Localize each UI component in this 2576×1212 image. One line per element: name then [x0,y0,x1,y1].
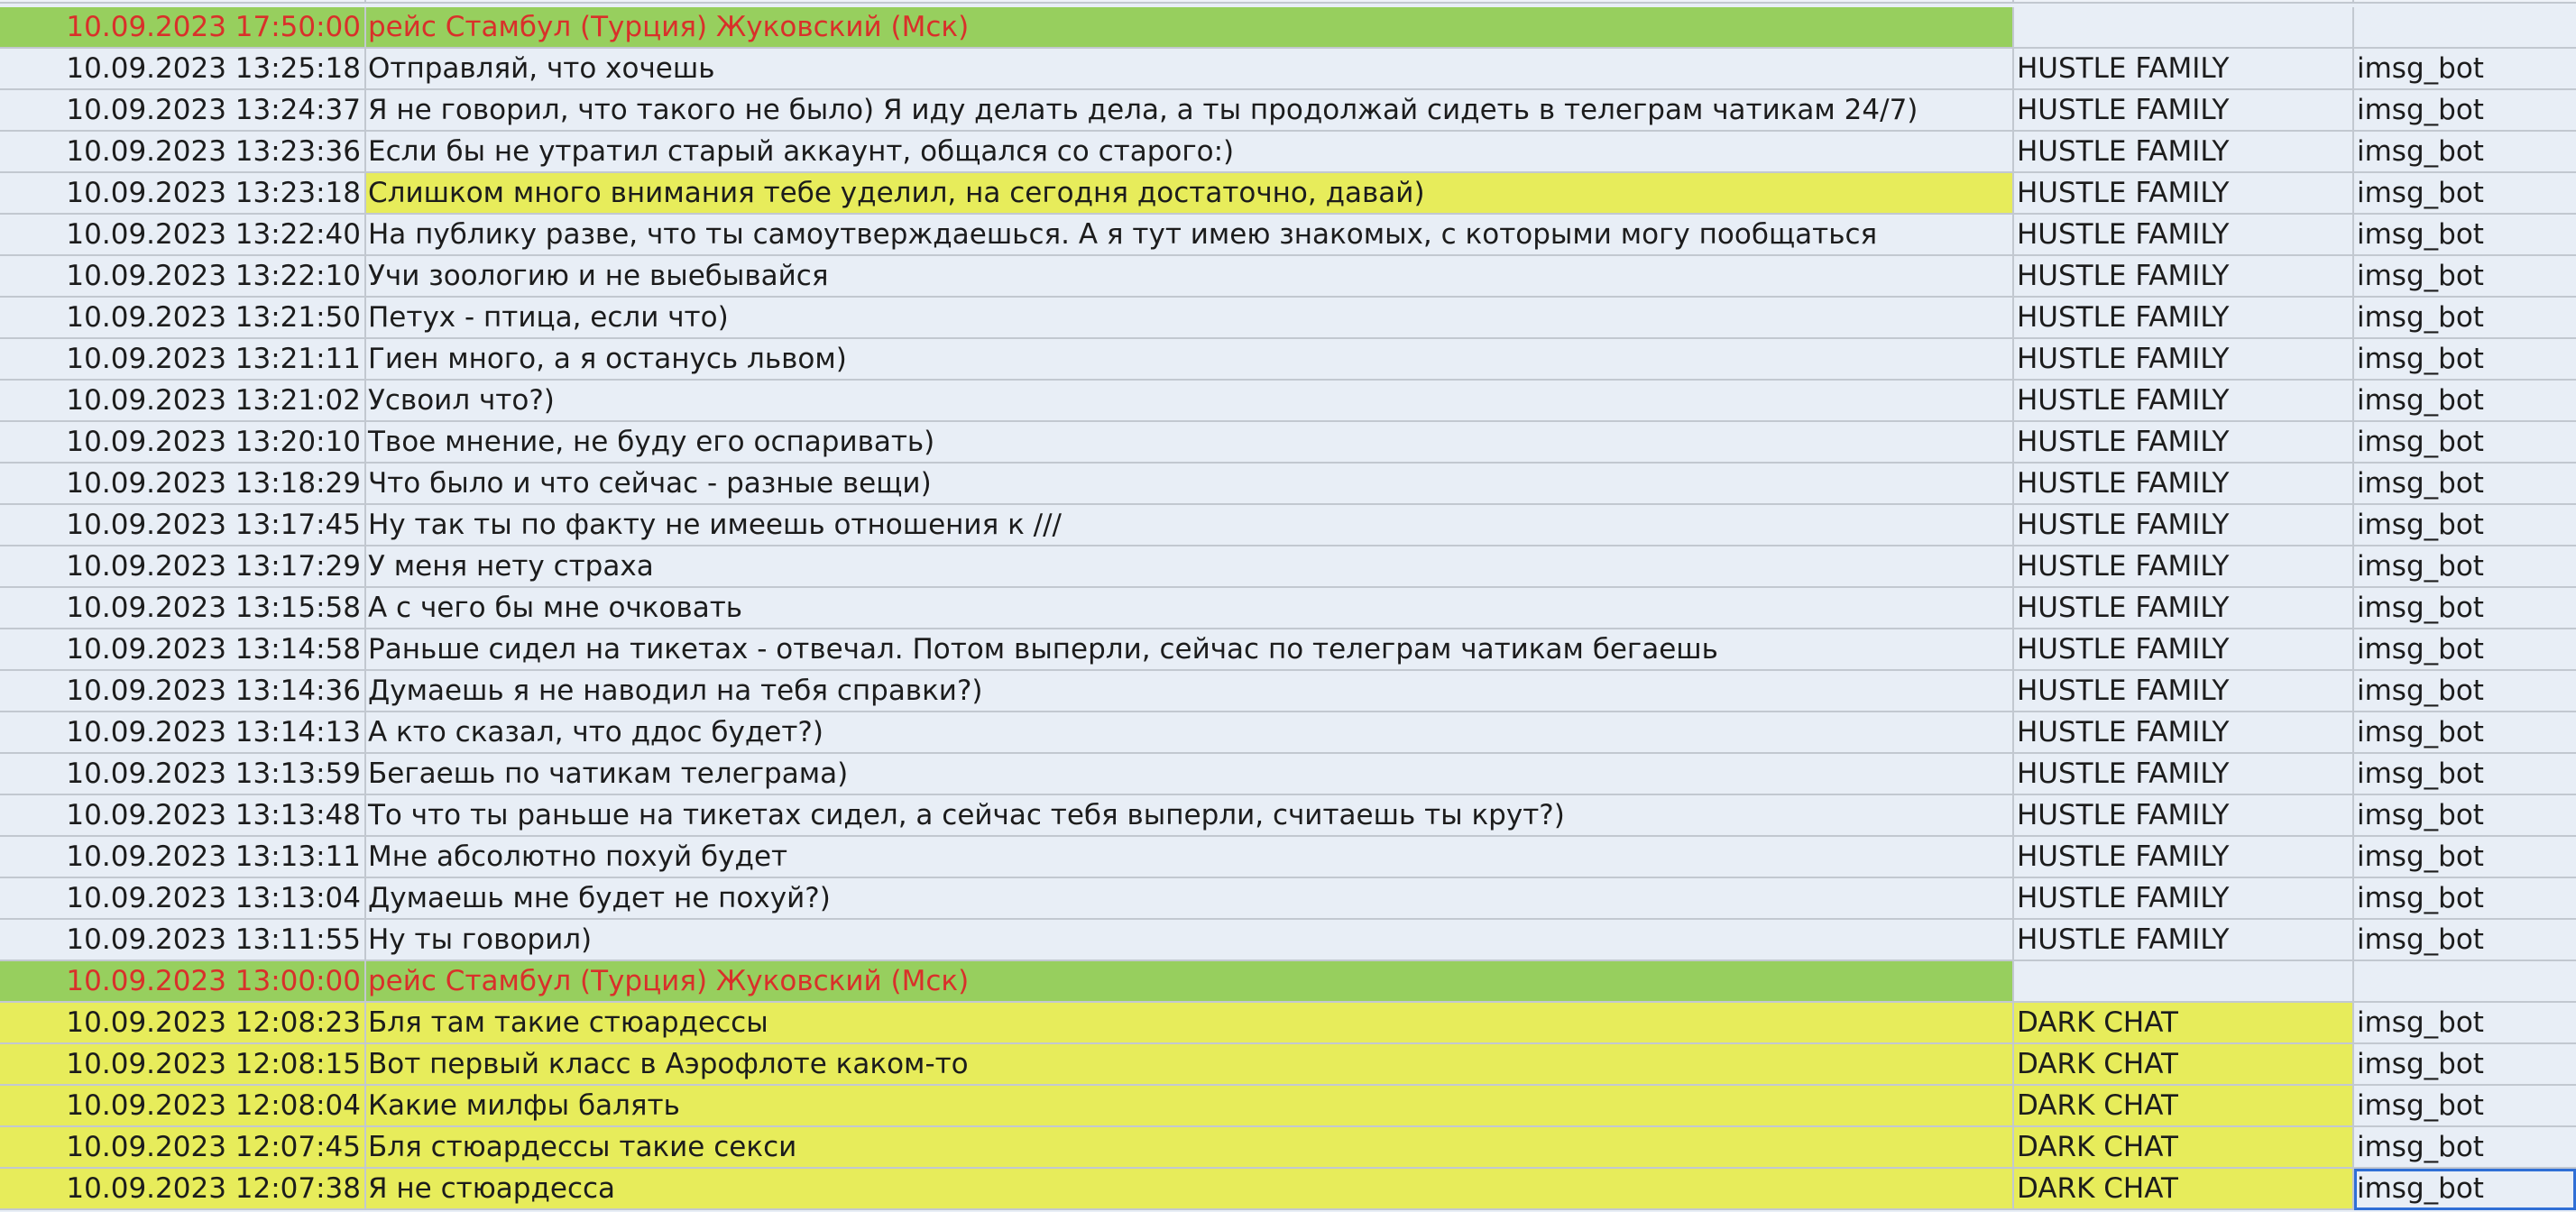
table-row [0,588,2576,629]
partial-top-row [0,0,2576,4]
cell-time[interactable]: 10.09.2023 13:14:13 [0,712,366,754]
cell-chat[interactable]: HUSTLE FAMILY [2014,754,2354,795]
table-row [0,1169,2576,1210]
cell-source[interactable]: imsg_bot [2354,588,2576,629]
cell-source[interactable]: imsg_bot [2354,920,2576,961]
cell-text[interactable]: Какие милфы балять [366,1086,2014,1127]
cell-time[interactable]: 10.09.2023 13:00:00 [0,961,366,1003]
cell-text[interactable]: То что ты раньше на тикетах сидел, а сейчас тебя выперли, считаешь ты крут?) [366,795,2014,837]
cell-text[interactable]: Мне абсолютно похуй будет [366,837,2014,878]
cell-text[interactable]: А с чего бы мне очковать [366,588,2014,629]
cell-chat[interactable] [2014,0,2354,4]
cell-text[interactable]: Что было и что сейчас - разные вещи) [366,464,2014,505]
cell-text[interactable]: Я не стюардесса [366,1169,2014,1210]
cell-source[interactable]: imsg_bot [2354,215,2576,256]
cell-source[interactable]: imsg_bot [2354,49,2576,90]
cell-source[interactable]: imsg_bot [2354,298,2576,339]
cell-chat[interactable]: HUSTLE FAMILY [2014,256,2354,298]
table-row [0,49,2576,90]
cell-time[interactable] [0,0,366,4]
table-row [0,629,2576,671]
cell-time[interactable]: 10.09.2023 13:13:11 [0,837,366,878]
cell-time[interactable]: 10.09.2023 13:21:11 [0,339,366,381]
cell-chat[interactable]: HUSTLE FAMILY [2014,464,2354,505]
cell-time[interactable]: 10.09.2023 13:13:59 [0,754,366,795]
cell-source[interactable]: imsg_bot [2354,795,2576,837]
cell-time[interactable]: 10.09.2023 13:23:18 [0,173,366,215]
cell-source[interactable]: imsg_bot [2354,422,2576,464]
cell-time[interactable]: 10.09.2023 13:11:55 [0,920,366,961]
cell-text[interactable]: На публику разве, что ты самоутверждаешься. А я тут имею знакомых, с которыми могу пообщаться [366,215,2014,256]
table-row [0,215,2576,256]
table-row [0,1086,2576,1127]
cell-time[interactable]: 10.09.2023 13:22:40 [0,215,366,256]
cell-time[interactable]: 10.09.2023 12:07:45 [0,1127,366,1169]
cell-text[interactable]: рейс Стамбул (Турция) Жуковский (Мск) [366,7,2014,49]
cell-chat[interactable]: HUSTLE FAMILY [2014,878,2354,920]
cell-source[interactable] [2354,0,2576,4]
cell-chat[interactable]: HUSTLE FAMILY [2014,381,2354,422]
cell-time[interactable]: 10.09.2023 12:08:04 [0,1086,366,1127]
table-row [0,546,2576,588]
cell-source[interactable]: imsg_bot [2354,381,2576,422]
flight-row [0,961,2576,1003]
cell-text[interactable]: Ну ты говорил) [366,920,2014,961]
cell-chat[interactable]: HUSTLE FAMILY [2014,422,2354,464]
cell-source[interactable]: imsg_bot [2354,464,2576,505]
cell-source[interactable]: imsg_bot [2354,339,2576,381]
table-row [0,1044,2576,1086]
cell-time[interactable]: 10.09.2023 13:14:36 [0,671,366,712]
cell-time[interactable]: 10.09.2023 13:23:36 [0,132,366,173]
cell-text[interactable]: Гиен много, а я останусь львом) [366,339,2014,381]
table-row [0,381,2576,422]
cell-text[interactable]: Твое мнение, не буду его оспаривать) [366,422,2014,464]
cell-time[interactable]: 10.09.2023 13:24:37 [0,90,366,132]
table-row [0,464,2576,505]
cell-time[interactable]: 10.09.2023 13:22:10 [0,256,366,298]
cell-time[interactable]: 10.09.2023 13:15:58 [0,588,366,629]
table-row [0,505,2576,546]
cell-text[interactable]: Бля стюардессы такие секси [366,1127,2014,1169]
cell-source[interactable] [2354,961,2576,1003]
table-row [0,712,2576,754]
cell-text[interactable]: Думаешь мне будет не похуй?) [366,878,2014,920]
cell-time[interactable]: 10.09.2023 13:17:29 [0,546,366,588]
cell-chat[interactable] [2014,7,2354,49]
cell-time[interactable]: 10.09.2023 12:08:23 [0,1003,366,1044]
cell-source[interactable]: imsg_bot [2354,671,2576,712]
cell-time[interactable]: 10.09.2023 12:07:38 [0,1169,366,1210]
cell-chat[interactable]: HUSTLE FAMILY [2014,505,2354,546]
cell-chat[interactable]: HUSTLE FAMILY [2014,920,2354,961]
cell-text[interactable]: Раньше сидел на тикетах - отвечал. Потом выперли, сейчас по телеграм чатикам бегаешь [366,629,2014,671]
table-row [0,298,2576,339]
table-row [0,671,2576,712]
cell-source[interactable]: imsg_bot [2354,505,2576,546]
cell-chat[interactable]: HUSTLE FAMILY [2014,588,2354,629]
table-row [0,256,2576,298]
table-row [0,837,2576,878]
cell-time[interactable]: 10.09.2023 12:08:15 [0,1044,366,1086]
cell-chat[interactable]: HUSTLE FAMILY [2014,795,2354,837]
table-row [0,878,2576,920]
cell-source[interactable]: imsg_bot [2354,546,2576,588]
cell-text[interactable]: Думаешь я не наводил на тебя справки?) [366,671,2014,712]
table-row [0,920,2576,961]
cell-time[interactable]: 10.09.2023 13:13:48 [0,795,366,837]
cell-text[interactable]: У меня нету страха [366,546,2014,588]
table-row [0,795,2576,837]
cell-source[interactable]: imsg_bot [2354,1169,2576,1210]
table-row [0,1003,2576,1044]
cell-time[interactable]: 10.09.2023 13:20:10 [0,422,366,464]
cell-time[interactable]: 10.09.2023 13:25:18 [0,49,366,90]
cell-text[interactable]: А кто сказал, что ддос будет?) [366,712,2014,754]
cell-source[interactable]: imsg_bot [2354,629,2576,671]
cell-source[interactable]: imsg_bot [2354,878,2576,920]
cell-chat[interactable]: DARK CHAT [2014,1127,2354,1169]
cell-text[interactable] [366,0,2014,4]
cell-text[interactable]: Ну так ты по факту не имеешь отношения к /// [366,505,2014,546]
cell-text[interactable]: Вот первый класс в Аэрофлоте каком-то [366,1044,2014,1086]
table-row [0,173,2576,215]
cell-text[interactable]: Петух - птица, если что) [366,298,2014,339]
cell-chat[interactable]: DARK CHAT [2014,1044,2354,1086]
cell-chat[interactable]: HUSTLE FAMILY [2014,215,2354,256]
cell-chat[interactable]: HUSTLE FAMILY [2014,629,2354,671]
cell-chat[interactable]: DARK CHAT [2014,1169,2354,1210]
cell-source[interactable]: imsg_bot [2354,1127,2576,1169]
cell-time[interactable]: 10.09.2023 13:14:58 [0,629,366,671]
cell-time[interactable]: 10.09.2023 13:17:45 [0,505,366,546]
table-row [0,90,2576,132]
cell-source[interactable]: imsg_bot [2354,256,2576,298]
cell-source[interactable]: imsg_bot [2354,173,2576,215]
cell-text[interactable]: Отправляй, что хочешь [366,49,2014,90]
cell-source[interactable] [2354,7,2576,49]
cell-text[interactable]: Учи зоологию и не выебывайся [366,256,2014,298]
cell-text[interactable]: Слишком много внимания тебе уделил, на сегодня достаточно, давай) [366,173,2014,215]
cell-chat[interactable]: HUSTLE FAMILY [2014,298,2354,339]
cell-chat[interactable]: HUSTLE FAMILY [2014,546,2354,588]
cell-time[interactable]: 10.09.2023 17:50:00 [0,7,366,49]
cell-source[interactable]: imsg_bot [2354,90,2576,132]
cell-source[interactable]: imsg_bot [2354,1086,2576,1127]
cell-text[interactable]: Бля там такие стюардессы [366,1003,2014,1044]
cell-chat[interactable]: HUSTLE FAMILY [2014,712,2354,754]
cell-text[interactable]: Усвоил что?) [366,381,2014,422]
cell-chat[interactable]: HUSTLE FAMILY [2014,339,2354,381]
cell-chat[interactable]: DARK CHAT [2014,1003,2354,1044]
cell-text[interactable]: Если бы не утратил старый аккаунт, общался со старого:) [366,132,2014,173]
cell-chat[interactable]: DARK CHAT [2014,1086,2354,1127]
cell-source[interactable]: imsg_bot [2354,837,2576,878]
table-row [0,339,2576,381]
cell-time[interactable]: 10.09.2023 13:21:02 [0,381,366,422]
cell-source[interactable]: imsg_bot [2354,754,2576,795]
cell-chat[interactable]: HUSTLE FAMILY [2014,837,2354,878]
cell-source[interactable]: imsg_bot [2354,1003,2576,1044]
cell-time[interactable]: 10.09.2023 13:21:50 [0,298,366,339]
cell-text[interactable]: Я не говорил, что такого не было) Я иду делать дела, а ты продолжай сидеть в телеграм чатикам 24/7) [366,90,2014,132]
cell-source[interactable]: imsg_bot [2354,712,2576,754]
cell-chat[interactable]: HUSTLE FAMILY [2014,671,2354,712]
cell-time[interactable]: 10.09.2023 13:13:04 [0,878,366,920]
cell-source[interactable]: imsg_bot [2354,1044,2576,1086]
flight-row [0,7,2576,49]
cell-chat[interactable]: HUSTLE FAMILY [2014,90,2354,132]
cell-source[interactable]: imsg_bot [2354,132,2576,173]
cell-chat[interactable]: HUSTLE FAMILY [2014,132,2354,173]
cell-chat[interactable]: HUSTLE FAMILY [2014,49,2354,90]
cell-time[interactable]: 10.09.2023 13:18:29 [0,464,366,505]
cell-chat[interactable]: HUSTLE FAMILY [2014,173,2354,215]
cell-chat[interactable] [2014,961,2354,1003]
table-row [0,754,2576,795]
table-row [0,422,2576,464]
table-row [0,1127,2576,1169]
table-row [0,132,2576,173]
cell-text[interactable]: Бегаешь по чатикам телеграма) [366,754,2014,795]
cell-text[interactable]: рейс Стамбул (Турция) Жуковский (Мск) [366,961,2014,1003]
